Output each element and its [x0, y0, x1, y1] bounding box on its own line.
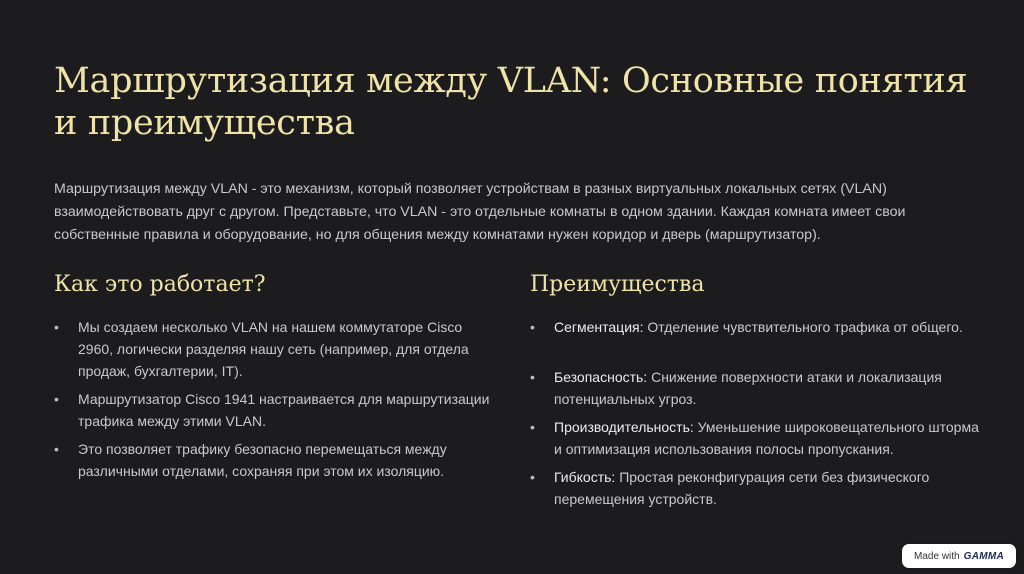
how-it-works-section — [54, 270, 499, 488]
bullet-icon: • — [54, 319, 59, 335]
benefit-term: Гибкость: — [554, 469, 616, 485]
bullet-icon: • — [530, 469, 535, 485]
badge-prefix: Made with — [914, 550, 960, 562]
benefit-term: Безопасность: — [554, 369, 648, 385]
benefit-term: Сегментация: — [554, 319, 644, 335]
made-with-gamma-badge[interactable] — [902, 544, 1016, 568]
benefits-section — [530, 270, 980, 516]
list-item-text: Маршрутизатор Cisco 1941 настраивается для маршрутизации трафика между этими VLAN. — [78, 391, 490, 429]
benefit-text: Простая реконфигурация сети без физического перемещения устройств. — [554, 469, 930, 507]
benefits-heading: Преимущества — [530, 272, 705, 297]
how-it-works-list — [54, 316, 499, 482]
list-item — [530, 366, 980, 410]
list-item-text: Мы создаем несколько VLAN на нашем коммутаторе Cisco 2960, логически разделяя нашу сеть (например, для отдела продаж, бухгалтерии, IT). — [78, 319, 469, 379]
list-item — [530, 316, 980, 338]
list-item — [54, 316, 499, 382]
list-item — [54, 438, 499, 482]
benefit-text: Уменьшение широковещательного шторма и оптимизация использования полосы пропускания. — [554, 419, 979, 457]
benefits-list — [530, 316, 980, 510]
bullet-icon: • — [530, 419, 535, 435]
benefit-term: Производительность: — [554, 419, 694, 435]
bullet-icon: • — [530, 319, 535, 335]
gamma-logo: GAMMA — [963, 550, 1004, 562]
how-it-works-heading: Как это работает? — [54, 272, 266, 297]
benefit-text: Отделение чувствительного трафика от общего. — [643, 319, 963, 335]
list-item — [530, 416, 980, 460]
bullet-icon: • — [530, 369, 535, 385]
benefit-text: Снижение поверхности атаки и локализация потенциальных угроз. — [554, 369, 942, 407]
list-item — [54, 388, 499, 432]
bullet-icon: • — [54, 441, 59, 457]
intro-paragraph: Маршрутизация между VLAN - это механизм, который позволяет устройствам в разных виртуальных локальных сетях (VLAN) взаимодействовать друг с другом. Представьте, что VLAN - это отдельные комнаты в одном здании. Каждая комната имеет свои собственные правила и оборудование, но для общения между комнатами нужен коридор и дверь (маршрутизатор). — [54, 181, 906, 243]
slide-title: Маршрутизация между VLAN: Основные понятия и преимущества — [54, 61, 968, 143]
bullet-icon: • — [54, 391, 59, 407]
list-item — [530, 466, 980, 510]
list-item-text: Это позволяет трафику безопасно перемещаться между различными отделами, сохраняя при этом их изоляцию. — [78, 441, 447, 479]
